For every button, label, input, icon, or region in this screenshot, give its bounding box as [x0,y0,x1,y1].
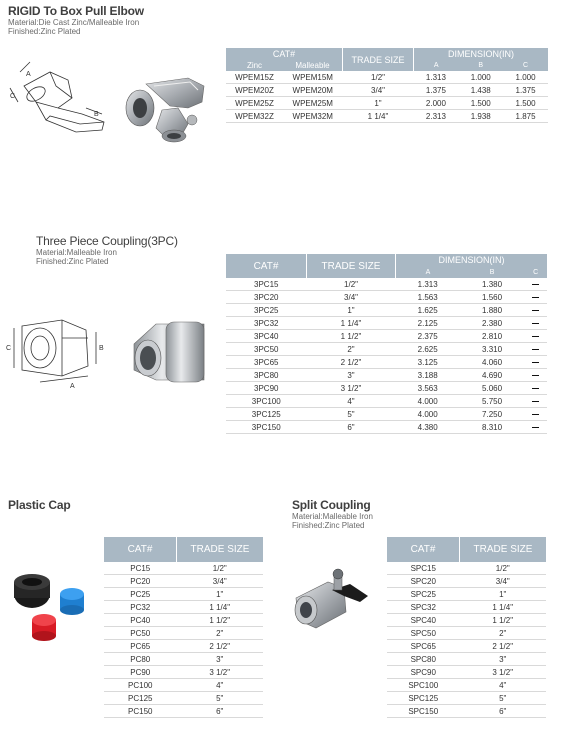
table-cell: WPEM25Z [226,97,283,110]
elbow-label-b: B [94,111,99,118]
table-row [104,640,263,653]
table-cell: PC90 [104,666,177,679]
coupling3pc-label-a: A [70,383,75,390]
table-cell: 1.375 [503,84,548,97]
table-cell: 3 1/2" [307,382,396,395]
table-cell: 3/4" [177,575,264,588]
table-row [387,640,546,653]
split-coupling-finish: Finished:Zinc Plated [292,521,365,530]
table-cell: 3PC15 [226,278,307,291]
table-cell: 1 1/4" [343,110,414,123]
table-cell [524,304,547,317]
coupling3pc-c-header: C [524,266,547,278]
table-cell: 1.000 [503,71,548,84]
plastic-cap-trade-header: TRADE SIZE [177,537,264,562]
table-cell: 5" [307,408,396,421]
table-cell: SPC100 [387,679,460,692]
table-cell: SPC65 [387,640,460,653]
table-cell: SPC20 [387,575,460,588]
elbow-title: RIGID To Box Pull Elbow [8,4,144,18]
plastic-cap-title: Plastic Cap [8,498,71,512]
coupling3pc-dimension-header: DIMENSION(IN) [396,254,548,266]
table-row [387,666,546,679]
plastic-cap-table [104,537,263,718]
table-cell: 4" [307,395,396,408]
split-coupling-trade-header: TRADE SIZE [460,537,547,562]
table-cell: 3PC32 [226,317,307,330]
table-cell: PC25 [104,588,177,601]
table-cell: 1.380 [460,278,524,291]
table-cell: 1.313 [414,71,459,84]
table-cell: 3 1/2" [460,666,547,679]
table-row [104,666,263,679]
table-cell: WPEM15Z [226,71,283,84]
table-cell: 4.060 [460,356,524,369]
table-cell: PC65 [104,640,177,653]
table-cell: 8.310 [460,421,524,434]
table-cell: SPC90 [387,666,460,679]
table-cell: 3/4" [343,84,414,97]
table-cell: 4" [177,679,264,692]
dash-icon [532,284,539,286]
table-cell: 4.380 [396,421,460,434]
table-cell: WPEM15M [283,71,343,84]
coupling3pc-product-image [126,314,212,390]
table-cell: 6" [460,705,547,718]
table-row [226,291,547,304]
table-cell: 2.375 [396,330,460,343]
table-row [226,330,547,343]
table-cell: WPEM20M [283,84,343,97]
table-cell: 3PC20 [226,291,307,304]
table-row [104,575,263,588]
table-cell: PC80 [104,653,177,666]
dash-icon [532,401,539,403]
table-cell: 3PC90 [226,382,307,395]
table-cell [524,382,547,395]
table-cell: 3/4" [307,291,396,304]
table-row [226,71,548,84]
table-cell: 1.880 [460,304,524,317]
table-row [387,614,546,627]
table-cell: 3PC100 [226,395,307,408]
table-row [104,614,263,627]
table-cell: 2 1/2" [177,640,264,653]
dash-icon [532,375,539,377]
table-cell: 2.380 [460,317,524,330]
elbow-zinc-header: Zinc [226,60,283,71]
table-cell: 1 1/2" [177,614,264,627]
table-cell: 3.563 [396,382,460,395]
table-cell: 3PC150 [226,421,307,434]
elbow-product-image [118,72,210,144]
table-cell: SPC150 [387,705,460,718]
table-cell: 1.560 [460,291,524,304]
elbow-material: Material:Die Cast Zinc/Malleable Iron [8,18,140,27]
table-cell: 1/2" [307,278,396,291]
table-cell: 1 1/4" [460,601,547,614]
table-cell: 5.750 [460,395,524,408]
table-row [104,705,263,718]
table-cell: 3" [307,369,396,382]
table-cell: 1.438 [458,84,503,97]
coupling3pc-finish: Finished:Zinc Plated [36,257,109,266]
table-cell: 2 1/2" [307,356,396,369]
elbow-dimension-header: DIMENSION(IN) [414,48,549,60]
dash-icon [532,362,539,364]
table-row [226,395,547,408]
table-cell: 1.313 [396,278,460,291]
table-cell: SPC40 [387,614,460,627]
table-cell: 3PC25 [226,304,307,317]
coupling3pc-label-c: C [6,345,12,352]
table-cell: 1.000 [458,71,503,84]
table-cell: 5" [177,692,264,705]
table-cell: 6" [307,421,396,434]
split-coupling-cat-header: CAT# [387,537,460,562]
table-cell: 1" [177,588,264,601]
table-cell: 1 1/2" [307,330,396,343]
table-cell: 1.375 [414,84,459,97]
coupling3pc-material: Material:Malleable Iron [36,248,117,257]
table-cell [524,395,547,408]
table-cell: 3.125 [396,356,460,369]
table-cell: WPEM32M [283,110,343,123]
dash-icon [532,349,539,351]
table-row [226,317,547,330]
table-cell: 4" [460,679,547,692]
table-row [226,343,547,356]
table-cell: 1.500 [503,97,548,110]
split-coupling-table [387,537,546,718]
coupling3pc-table [226,254,547,434]
table-cell [524,330,547,343]
dash-icon [532,427,539,429]
table-cell: 5.060 [460,382,524,395]
table-cell: 1 1/2" [460,614,547,627]
table-row [226,356,547,369]
table-cell: 1/2" [343,71,414,84]
table-cell: 7.250 [460,408,524,421]
table-row [226,278,547,291]
plastic-cap-cat-header: CAT# [104,537,177,562]
elbow-dimension-drawing [6,58,112,138]
table-row [387,588,546,601]
table-cell: 3PC125 [226,408,307,421]
table-row [387,562,546,575]
table-cell: 1 1/4" [177,601,264,614]
table-row [226,369,547,382]
dash-icon [532,414,539,416]
table-cell: 4.000 [396,395,460,408]
table-row [104,588,263,601]
table-cell: 2.125 [396,317,460,330]
table-cell: PC100 [104,679,177,692]
table-cell: 3/4" [460,575,547,588]
table-cell: PC32 [104,601,177,614]
split-coupling-title: Split Coupling [292,498,371,512]
table-cell: PC15 [104,562,177,575]
table-cell: 3PC80 [226,369,307,382]
table-cell: 1/2" [177,562,264,575]
table-cell: 2" [177,627,264,640]
table-cell: 1.563 [396,291,460,304]
table-row [387,627,546,640]
elbow-cat-header: CAT# [226,48,343,60]
table-cell: 1 1/4" [307,317,396,330]
table-row [104,627,263,640]
table-cell: 4.690 [460,369,524,382]
table-cell: 6" [177,705,264,718]
dash-icon [532,323,539,325]
elbow-c-header: C [503,60,548,71]
table-cell: 1" [343,97,414,110]
table-cell: SPC32 [387,601,460,614]
table-cell: SPC80 [387,653,460,666]
table-cell: PC50 [104,627,177,640]
table-cell: PC125 [104,692,177,705]
table-row [104,601,263,614]
table-row [387,692,546,705]
table-cell: 3" [177,653,264,666]
dash-icon [532,388,539,390]
table-cell [524,356,547,369]
table-cell: 2" [307,343,396,356]
table-row [387,705,546,718]
elbow-finish: Finished:Zinc Plated [8,27,81,36]
table-cell: 1.625 [396,304,460,317]
table-cell [524,408,547,421]
table-cell: 3PC50 [226,343,307,356]
table-row [104,653,263,666]
table-cell: 3" [460,653,547,666]
coupling3pc-a-header: A [396,266,460,278]
coupling3pc-b-header: B [460,266,524,278]
table-row [387,575,546,588]
table-cell: PC40 [104,614,177,627]
dash-icon [532,336,539,338]
table-cell: 4.000 [396,408,460,421]
table-row [226,84,548,97]
table-cell: 3PC65 [226,356,307,369]
table-row [226,304,547,317]
coupling3pc-trade-header: TRADE SIZE [307,254,396,278]
elbow-a-header: A [414,60,459,71]
split-coupling-material: Material:Malleable Iron [292,512,373,521]
split-coupling-image [288,566,374,638]
table-row [226,382,547,395]
table-cell [524,278,547,291]
table-cell: 1/2" [460,562,547,575]
plastic-cap-image [8,568,88,644]
table-row [387,601,546,614]
table-cell: SPC15 [387,562,460,575]
table-cell: PC150 [104,705,177,718]
table-row [387,679,546,692]
coupling3pc-title: Three Piece Coupling(3PC) [36,234,178,248]
table-row [226,110,548,123]
table-row [104,679,263,692]
table-row [104,692,263,705]
table-cell: 3.188 [396,369,460,382]
elbow-malleable-header: Malleable [283,60,343,71]
elbow-label-c: C [10,93,16,100]
table-cell: 3.310 [460,343,524,356]
table-cell: 2.313 [414,110,459,123]
coupling3pc-label-b: B [99,345,104,352]
table-cell: 1" [460,588,547,601]
elbow-table [226,48,548,123]
table-row [104,562,263,575]
table-cell: SPC50 [387,627,460,640]
table-cell: 1.875 [503,110,548,123]
elbow-label-a: A [26,71,31,78]
coupling3pc-dimension-drawing [4,316,108,390]
table-cell: WPEM20Z [226,84,283,97]
table-cell: 3PC40 [226,330,307,343]
table-cell: WPEM32Z [226,110,283,123]
table-cell: 1.938 [458,110,503,123]
table-cell: 3 1/2" [177,666,264,679]
table-cell [524,317,547,330]
table-cell: PC20 [104,575,177,588]
table-cell: 2.810 [460,330,524,343]
coupling3pc-cat-header: CAT# [226,254,307,278]
table-row [226,97,548,110]
table-cell: SPC25 [387,588,460,601]
table-cell: WPEM25M [283,97,343,110]
elbow-b-header: B [458,60,503,71]
table-cell: 2.625 [396,343,460,356]
dash-icon [532,310,539,312]
table-cell: 2" [460,627,547,640]
table-cell: 1.500 [458,97,503,110]
table-cell: 2.000 [414,97,459,110]
table-cell: 1" [307,304,396,317]
table-row [226,421,547,434]
table-cell [524,343,547,356]
table-cell: SPC125 [387,692,460,705]
table-cell: 5" [460,692,547,705]
elbow-trade-header: TRADE SIZE [343,48,414,71]
table-cell [524,291,547,304]
dash-icon [532,297,539,299]
table-cell [524,369,547,382]
table-cell: 2 1/2" [460,640,547,653]
table-row [387,653,546,666]
table-cell [524,421,547,434]
table-row [226,408,547,421]
